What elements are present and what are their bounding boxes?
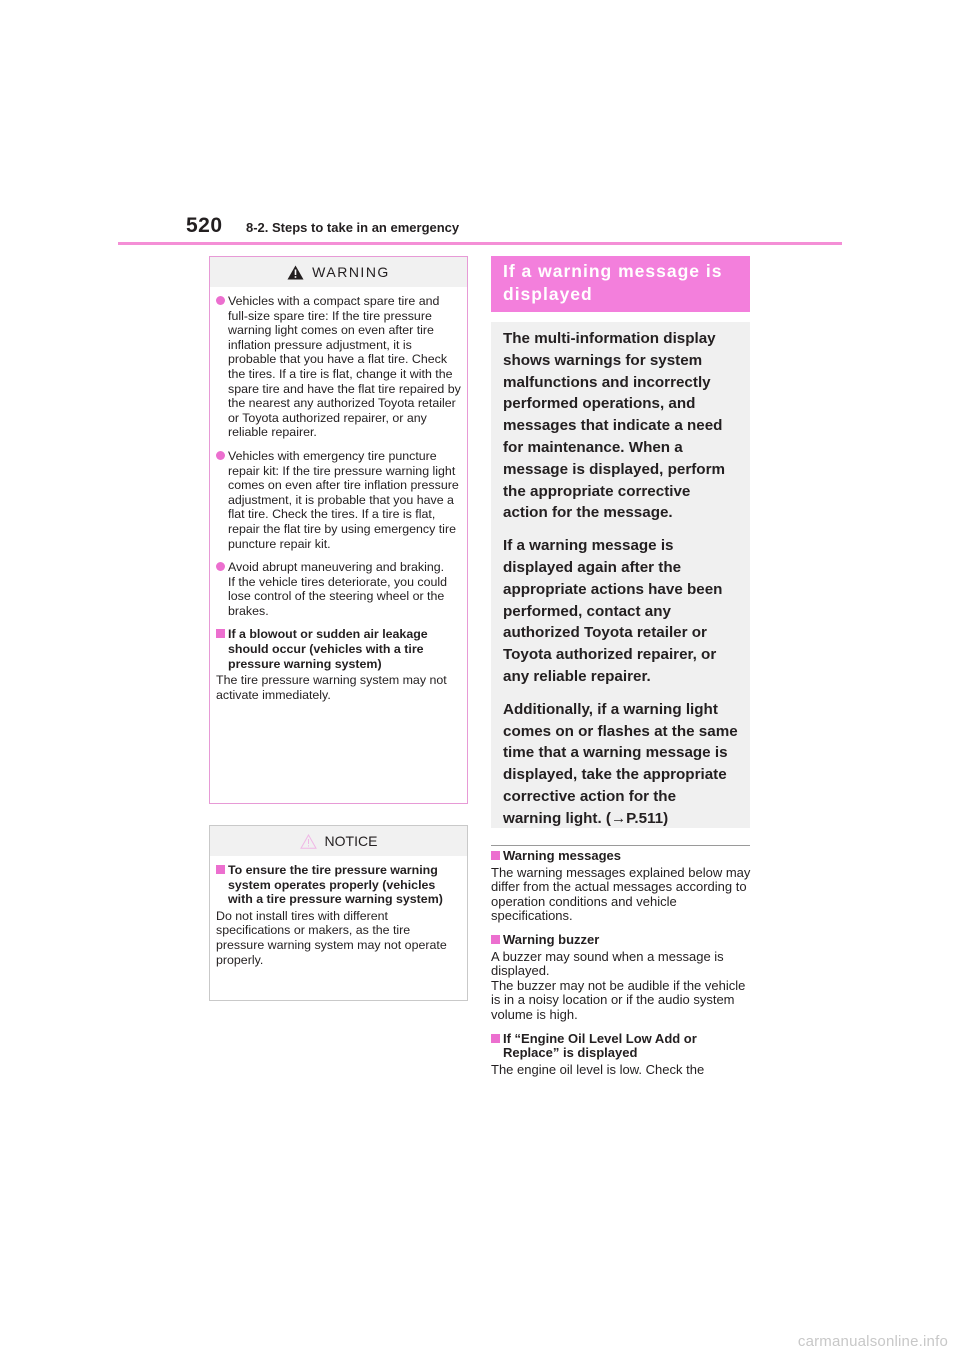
- square-bullet: [491, 851, 500, 860]
- square-bullet: [491, 1034, 500, 1043]
- bullet-dot: [216, 451, 225, 460]
- section-body: The warning messages explained below may differ from the actual messages according to operation conditions and vehicle specifications.: [491, 864, 751, 924]
- section-heading: [491, 849, 753, 864]
- warning-subheading: [216, 627, 461, 671]
- intro-paragraph: The multi-information display shows warnings for system malfunctions and incorrectly performed operations, and messages that indicate a need for maintenance. When a message is displayed, perform the appropriate corrective action for the message.: [503, 330, 725, 522]
- warning-title: WARNING: [312, 264, 390, 280]
- section-heading-text: Warning buzzer: [503, 931, 600, 947]
- header-rule: [118, 242, 842, 245]
- watermark: carmanualsonline.info: [797, 1332, 948, 1350]
- notice-triangle-icon: [300, 834, 317, 849]
- notice-subheading-text: To ensure the tire pressure warning system operates properly (vehicles with a tire pressure warning system): [228, 863, 443, 907]
- warning-box-header: [210, 257, 467, 287]
- section-body: The engine oil level is low. Check the: [491, 1061, 705, 1077]
- divider: [491, 845, 750, 846]
- section-body: A buzzer may sound when a message is displayed.: [491, 948, 724, 979]
- section-heading: [491, 933, 753, 948]
- warning-triangle-icon: [287, 265, 304, 280]
- warning-bullet-text: Vehicles with a compact spare tire and full-size spare tire: If the tire pressure warning light comes on even after tire inflation pressure adjustment, it is probable that you have a flat tire. Check the tires. If a tire is flat, change it with the spare tire and have the flat tire repaired by the nearest any authorized Toyota retailer or Toyota authorized repairer, or any reliable repairer.: [228, 294, 461, 440]
- warning-bullet-text: Avoid abrupt maneuvering and braking.: [228, 560, 445, 575]
- warning-bullet-text: Vehicles with emergency tire puncture repair kit: If the tire pressure warning light comes on even after tire inflation pressure adjustment, it is probable that you have a flat tire. Check the tires. If a tire is flat, repair the flat tire by using emergency tire puncture repair kit.: [228, 448, 459, 551]
- intro-paragraph: If a warning message is displayed again after the appropriate actions have been performed, contact any authorized Toyota retailer or Toyota authorized repairer, or any reliable repairer.: [503, 537, 723, 685]
- warning-bullet: [216, 449, 461, 551]
- section-banner: If a warning message is displayed: [491, 256, 750, 312]
- section-heading-text: If “Engine Oil Level Low Add or Replace” is displayed: [503, 1030, 697, 1061]
- notice-title: NOTICE: [324, 833, 378, 849]
- intro-paragraph: Additionally, if a warning light comes on or flashes at the same time that a warning message is displayed, take the appropriate corrective action for the warning light. (→P.511): [503, 700, 738, 827]
- section-heading-text: Warning messages: [503, 848, 622, 863]
- square-bullet: [491, 935, 500, 944]
- warning-body: The tire pressure warning system may not activate immediately.: [216, 673, 447, 702]
- warning-subheading-text: If a blowout or sudden air leakage should occur (vehicles with a tire pressure warning system): [228, 627, 428, 671]
- bullet-dot: [216, 296, 225, 305]
- section-title: 8-2. Steps to take in an emergency: [246, 220, 460, 235]
- right-body: [491, 849, 753, 1086]
- section-body: The buzzer may not be audible if the vehicle is in a noisy location or if the audio system volume is high.: [491, 977, 746, 1022]
- intro-panel: [491, 322, 750, 828]
- warning-bullet: [216, 294, 461, 440]
- section-heading: [491, 1032, 753, 1061]
- square-bullet: [216, 629, 225, 638]
- notice-box: [209, 825, 468, 1001]
- notice-box-header: [210, 826, 467, 856]
- warning-bullet-text-continued: If the vehicle tires deteriorate, you could lose control of the steering wheel or the brakes.: [228, 574, 448, 618]
- bullet-dot: [216, 562, 225, 571]
- notice-body: Do not install tires with different specifications or makers, as the tire pressure warning system may not operate properly.: [216, 908, 447, 967]
- warning-bullet: [216, 560, 461, 618]
- notice-subheading: [216, 863, 461, 907]
- square-bullet: [216, 865, 225, 874]
- page-number: 520: [186, 214, 223, 237]
- warning-box: [209, 256, 468, 804]
